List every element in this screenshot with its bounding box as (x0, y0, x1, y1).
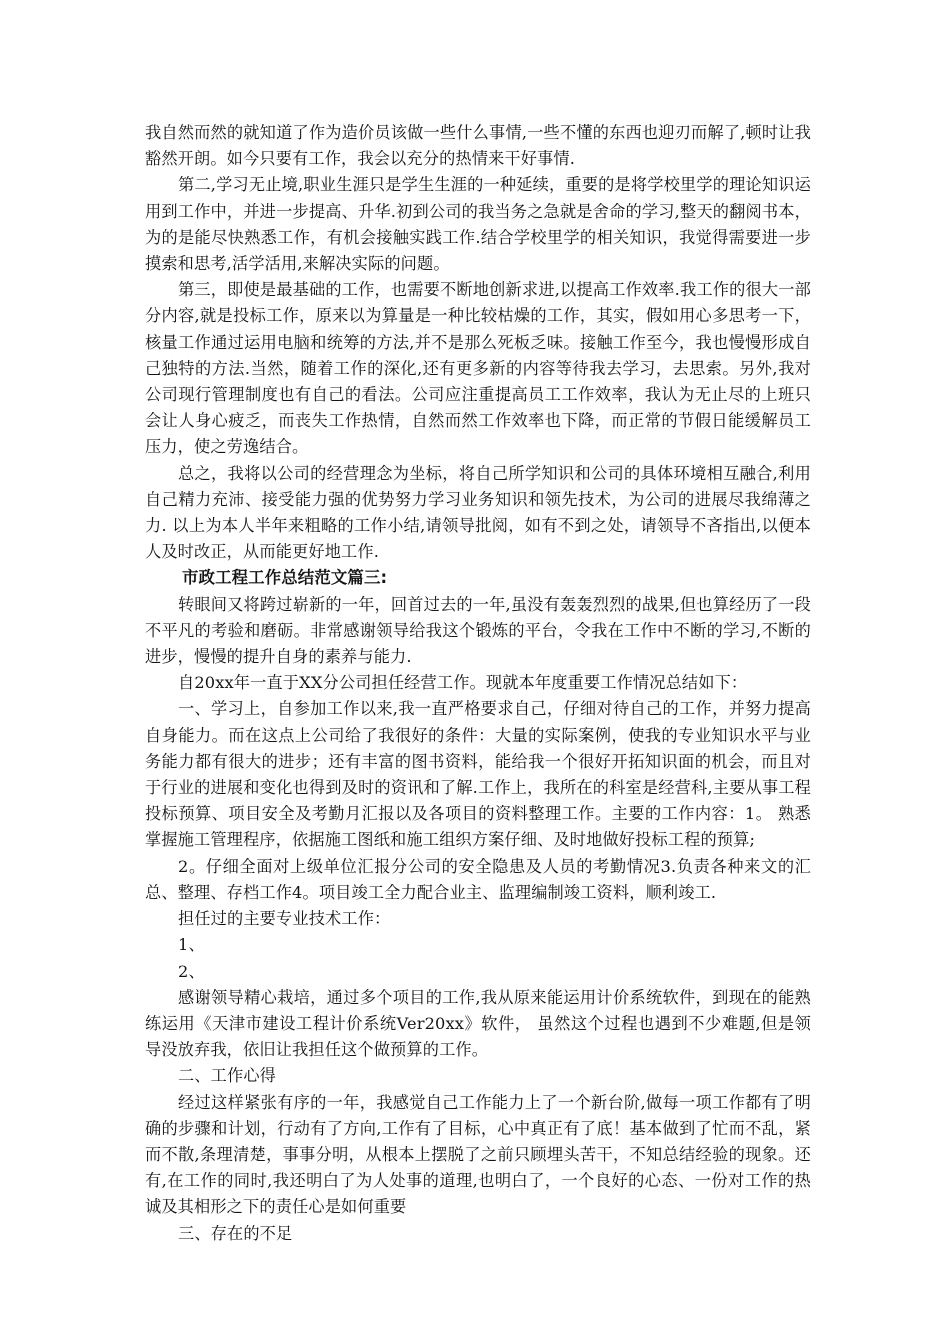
paragraph-third-point: 第三，即使是最基础的工作，也需要不断地创新求进,以提高工作效率.我工作的很大一部分内容,就是投标工作，原来以为算量是一种比较枯燥的工作，其实，假如用心多思考一下，核量工作通过运用电脑和统筹的方法,并不是那么死板乏味。接触工作至今，我也慢慢形成自己独特的方法.当然，随着工作的深化,还有更多新的内容等待我去学习，去思索。另外,我对公司现行管理制度也有自己的看法。公司应注重提高员工工作效率，我认为无止尽的上班只会让人身心疲乏，而丧失工作热情，自然而然工作效率也下降，而正常的节假日能缓解员工压力，使之劳逸结合。 (145, 280, 811, 457)
section-heading: 市政工程工作总结范文篇三: (182, 568, 388, 588)
document-page (145, 120, 811, 1247)
subheading-shortcomings: 三、存在的不足 (178, 1223, 293, 1243)
paragraph-continuation: 我自然而然的就知道了作为造价员该做一些什么事情,一些不懂的东西也迎刃而解了,顿时让我豁然开朗。如今只要有工作，我会以充分的热情来干好事情. (145, 123, 811, 169)
paragraph-second-point: 第二,学习无止境,职业生涯只是学生生涯的一种延续，重要的是将学校里学的理论知识运用到工作中，并进一步提高、升华.初到公司的我当务之急就是舍命的学习,整天的翻阅书本，为的是能尽快熟悉工作，有机会接触实践工作.结合学校里学的相关知识，我觉得需要进一步摸索和思考,活学活用,来解决实际的问题。 (145, 175, 811, 274)
list-item-1: 1、 (178, 935, 205, 955)
paragraph-duties: 2。仔细全面对上级单位汇报分公司的安全隐患及人员的考勤情况3.负责各种来文的汇总、整理、存档工作4。项目竣工全力配合业主、监理编制竣工资料，顺利竣工. (145, 856, 811, 902)
list-item-2: 2、 (178, 961, 205, 981)
paragraph-thanks: 感谢领导精心栽培，通过多个项目的工作,我从原来能运用计价系统软件，到现在的能熟练运用《天津市建设工程计价系统Ver20xx》软件， 虽然这个过程也遇到不少难题,但是领导没放弃我，依旧让我担任这个做预算的工作。 (145, 987, 811, 1060)
paragraph-position: 自20xx年一直于XX分公司担任经营工作。现就本年度重要工作情况总结如下： (178, 673, 748, 693)
subheading-experience: 二、工作心得 (178, 1066, 277, 1086)
paragraph-study: 一、学习上，自参加工作以来,我一直严格要求自己，仔细对待自己的工作，并努力提高自身能力。而在这点上公司给了我很好的条件：大量的实际案例，使我的专业知识水平与业务能力都有很大的进步；还有丰富的图书资料，能给我一个很好开拓知识面的机会，而且对于行业的进展和变化也得到及时的资讯和了解.工作上，我所在的科室是经营科,主要从事工程投标预算、项目安全及考勤月汇报以及各项目的资料整理工作。主要的工作内容：1。 熟悉掌握施工管理程序，依据施工图纸和施工组织方案仔细、及时地做好投标工程的预算; (145, 699, 811, 850)
paragraph-intro: 转眼间又将跨过崭新的一年，回首过去的一年,虽没有轰轰烈烈的战果,但也算经历了一段不平凡的考验和磨砺。非常感谢领导给我这个锻炼的平台，令我在工作中不断的学习,不断的进步，慢慢的提升自身的素养与能力. (145, 594, 811, 667)
paragraph-technical-work: 担任过的主要专业技术工作： (178, 909, 391, 929)
paragraph-conclusion: 总之，我将以公司的经营理念为坐标，将自己所学知识和公司的具体环境相互融合,利用自己精力充沛、接受能力强的优势努力学习业务知识和领先技术，为公司的进展尽我绵薄之力. 以上为本人半年来粗略的工作小结,请领导批阅，如有不到之处，请领导不吝指出,以便本人及时改正，从而能更好地工作. (145, 463, 811, 562)
paragraph-experience: 经过这样紧张有序的一年，我感觉自己工作能力上了一个新台阶,做每一项工作都有了明确的步骤和计划，行动有了方向,工作有了目标，心中真正有了底！基本做到了忙而不乱，紧而不散,条理清楚，事事分明，从根本上摆脱了之前只顾埋头苦干，不知总结经验的现象。还有,在工作的同时,我还明白了为人处事的道理,也明白了，一个良好的心态、一份对工作的热诚及其相形之下的责任心是如何重要 (145, 1092, 811, 1217)
